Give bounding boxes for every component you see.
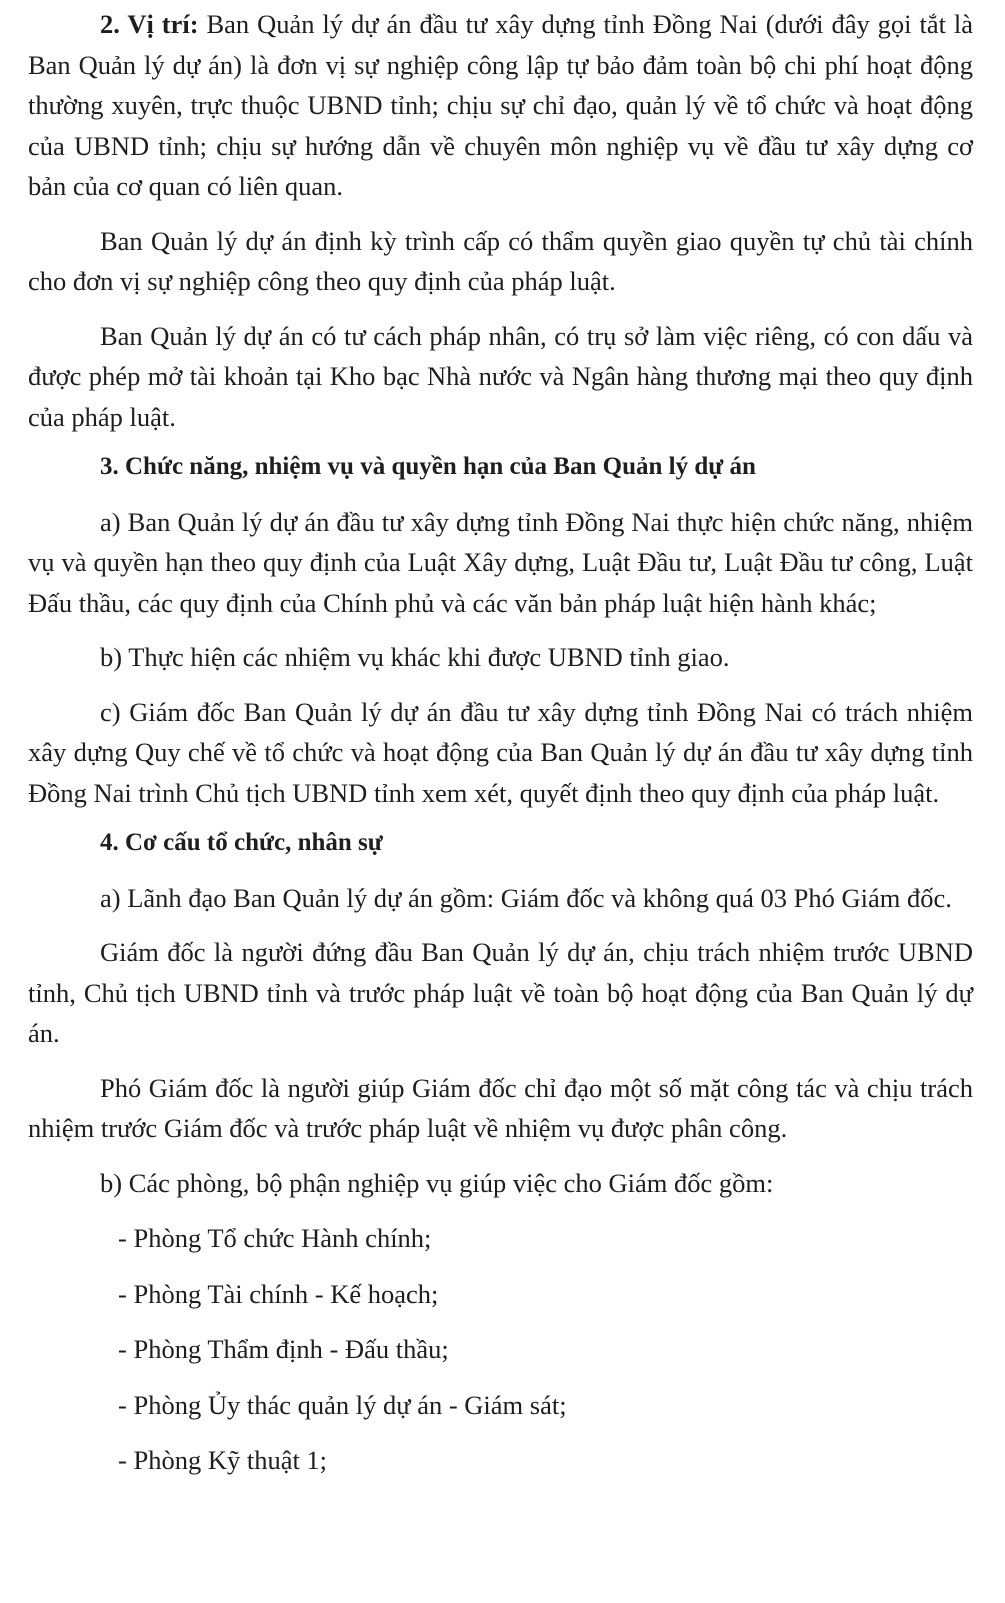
section-2-label: 2. Vị trí: [100, 9, 199, 39]
department-list-item: - Phòng Kỹ thuật 1; [118, 1445, 328, 1475]
section-2-paragraph [28, 4, 973, 207]
section-4-item-a: a) Lãnh đạo Ban Quản lý dự án gồm: Giám đốc và không quá 03 Phó Giám đốc. [100, 882, 952, 913]
section-3-item-c: c) Giám đốc Ban Quản lý dự án đầu tư xây dựng tỉnh Đồng Nai có trách nhiệm xây dựng Quy chế về tổ chức và hoạt động của Ban Quản lý dự án đầu tư xây dựng tỉnh Đồng Nai trình Chủ tịch UBND tỉnh xem xét, quyết định theo quy định của pháp luật. [28, 696, 973, 808]
section-4-deputy-paragraph: Phó Giám đốc là người giúp Giám đốc chỉ đạo một số mặt công tác và chịu trách nhiệm trước Giám đốc và trước pháp luật về nhiệm vụ được phân công. [28, 1072, 973, 1143]
department-list-item: - Phòng Ủy thác quản lý dự án - Giám sát; [118, 1389, 567, 1420]
department-list-item: - Phòng Tài chính - Kế hoạch; [118, 1278, 439, 1309]
section-4-director-paragraph: Giám đốc là người đứng đầu Ban Quản lý dự án, chịu trách nhiệm trước UBND tỉnh, Chủ tịch UBND tỉnh và trước pháp luật về toàn bộ hoạt động của Ban Quản lý dự án. [28, 937, 973, 1048]
section-2-paragraph-2: Ban Quản lý dự án định kỳ trình cấp có thẩm quyền giao quyền tự chủ tài chính cho đơn vị sự nghiệp công theo quy định của pháp luật. [28, 225, 973, 296]
section-4-heading: 4. Cơ cấu tổ chức, nhân sự [100, 829, 383, 856]
department-list-item: - Phòng Tổ chức Hành chính; [118, 1223, 432, 1253]
department-list-item: - Phòng Thẩm định - Đấu thầu; [118, 1334, 449, 1364]
section-3-heading: 3. Chức năng, nhiệm vụ và quyền hạn của Ban Quản lý dự án [100, 453, 756, 480]
section-2-text: Ban Quản lý dự án đầu tư xây dựng tỉnh Đồng Nai (dưới đây gọi tắt là Ban Quản lý dự án) là đơn vị sự nghiệp công lập tự bảo đảm toàn bộ chi phí hoạt động thường xuyên, trực thuộc UBND tỉnh; chịu sự chỉ đạo, quản lý về tổ chức và hoạt động của UBND tỉnh; chịu sự hướng dẫn về chuyên môn nghiệp vụ về đầu tư xây dựng cơ bản của cơ quan có liên quan. [28, 9, 973, 201]
section-3-item-a: a) Ban Quản lý dự án đầu tư xây dựng tỉnh Đồng Nai thực hiện chức năng, nhiệm vụ và quyền hạn theo quy định của Luật Xây dựng, Luật Đầu tư, Luật Đầu tư công, Luật Đấu thầu, các quy định của Chính phủ và các văn bản pháp luật hiện hành khác; [28, 506, 973, 618]
section-4-item-b: b) Các phòng, bộ phận nghiệp vụ giúp việc cho Giám đốc gồm: [100, 1167, 774, 1198]
section-3-item-b: b) Thực hiện các nhiệm vụ khác khi được UBND tỉnh giao. [100, 642, 730, 672]
section-2-paragraph-3: Ban Quản lý dự án có tư cách pháp nhân, có trụ sở làm việc riêng, có con dấu và được phép mở tài khoản tại Kho bạc Nhà nước và Ngân hàng thương mại theo quy định của pháp luật. [28, 320, 973, 432]
